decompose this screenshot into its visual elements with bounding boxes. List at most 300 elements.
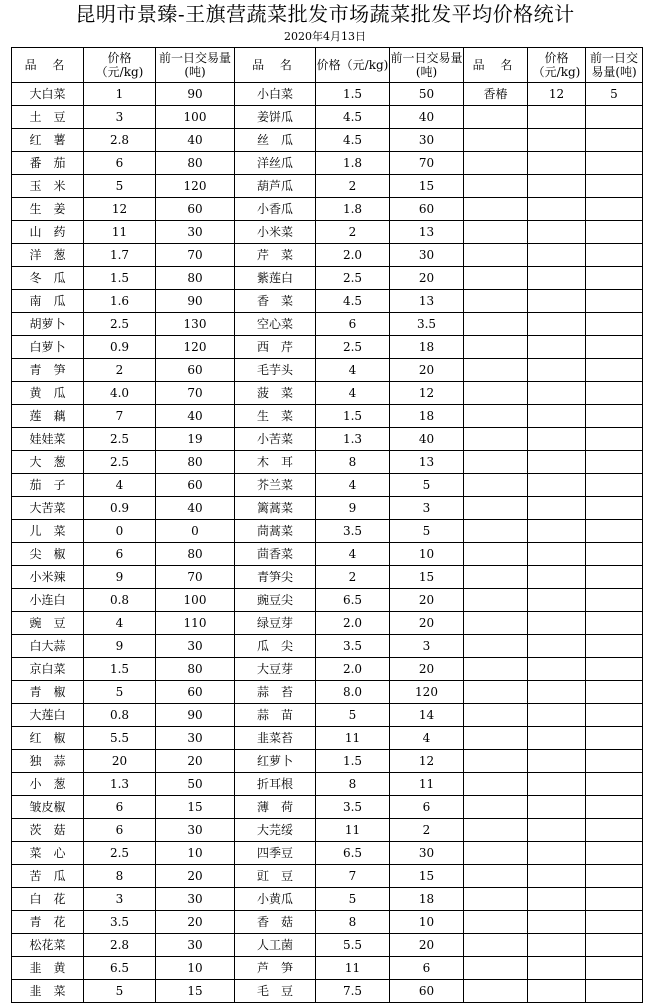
- table-row: [12, 313, 643, 336]
- cell-name: [464, 497, 528, 520]
- table-row: [12, 474, 643, 497]
- cell-price: 2: [316, 566, 390, 589]
- cell-name: 人工菌: [235, 934, 316, 957]
- cell-name: [464, 635, 528, 658]
- cell-volume: 11: [390, 773, 464, 796]
- cell-name: 茨 菇: [12, 819, 84, 842]
- cell-volume: [586, 635, 643, 658]
- cell-name: 皱皮椒: [12, 796, 84, 819]
- cell-volume: [586, 842, 643, 865]
- cell-volume: 6: [390, 957, 464, 980]
- cell-name: [464, 773, 528, 796]
- cell-price: [528, 221, 586, 244]
- cell-volume: 120: [390, 681, 464, 704]
- cell-volume: 40: [390, 428, 464, 451]
- cell-volume: 15: [156, 796, 235, 819]
- cell-name: [464, 313, 528, 336]
- cell-volume: 30: [156, 819, 235, 842]
- cell-price: [528, 796, 586, 819]
- table-row: [12, 405, 643, 428]
- cell-volume: 13: [390, 221, 464, 244]
- cell-name: 生 菜: [235, 405, 316, 428]
- cell-price: 1.6: [84, 290, 156, 313]
- cell-volume: 100: [156, 106, 235, 129]
- cell-name: 大 葱: [12, 451, 84, 474]
- table-row: [12, 520, 643, 543]
- cell-name: [464, 957, 528, 980]
- cell-name: [464, 267, 528, 290]
- cell-price: [528, 980, 586, 1003]
- table-row: [12, 106, 643, 129]
- cell-name: [464, 175, 528, 198]
- cell-price: [528, 888, 586, 911]
- cell-name: 茄 子: [12, 474, 84, 497]
- cell-volume: [586, 198, 643, 221]
- cell-price: [528, 497, 586, 520]
- cell-name: 小米辣: [12, 566, 84, 589]
- cell-volume: 3: [390, 497, 464, 520]
- cell-name: 娃娃菜: [12, 428, 84, 451]
- cell-volume: 20: [390, 359, 464, 382]
- cell-volume: 130: [156, 313, 235, 336]
- table-row: [12, 543, 643, 566]
- cell-volume: 20: [156, 865, 235, 888]
- cell-volume: 30: [156, 221, 235, 244]
- cell-name: 空心菜: [235, 313, 316, 336]
- table-row: [12, 175, 643, 198]
- cell-price: [528, 175, 586, 198]
- cell-price: 0.9: [84, 497, 156, 520]
- cell-volume: 13: [390, 451, 464, 474]
- cell-price: [528, 612, 586, 635]
- header-row: [12, 48, 643, 83]
- cell-volume: 40: [156, 129, 235, 152]
- cell-name: 瓜 尖: [235, 635, 316, 658]
- cell-volume: 90: [156, 704, 235, 727]
- cell-price: [528, 842, 586, 865]
- table-row: [12, 888, 643, 911]
- cell-price: 1: [84, 83, 156, 106]
- cell-name: 大豆芽: [235, 658, 316, 681]
- cell-name: [464, 152, 528, 175]
- cell-price: 4: [316, 474, 390, 497]
- cell-volume: 60: [156, 474, 235, 497]
- cell-name: 篱蒿菜: [235, 497, 316, 520]
- cell-volume: 5: [390, 520, 464, 543]
- cell-price: 9: [316, 497, 390, 520]
- table-row: [12, 152, 643, 175]
- cell-price: [528, 819, 586, 842]
- cell-volume: [586, 497, 643, 520]
- cell-volume: [586, 175, 643, 198]
- table-row: [12, 750, 643, 773]
- cell-volume: [586, 819, 643, 842]
- cell-price: 1.8: [316, 152, 390, 175]
- cell-name: [464, 221, 528, 244]
- cell-volume: 30: [390, 842, 464, 865]
- cell-name: 小米菜: [235, 221, 316, 244]
- cell-name: 大芫绥: [235, 819, 316, 842]
- cell-price: [528, 658, 586, 681]
- cell-volume: [586, 589, 643, 612]
- cell-price: 6.5: [84, 957, 156, 980]
- cell-price: [528, 681, 586, 704]
- cell-price: 4.5: [316, 106, 390, 129]
- header-volume: 前一日交易量(吨): [156, 48, 235, 83]
- cell-volume: 15: [156, 980, 235, 1003]
- table-row: [12, 819, 643, 842]
- cell-name: 韭 黄: [12, 957, 84, 980]
- cell-name: 大白菜: [12, 83, 84, 106]
- cell-name: [464, 129, 528, 152]
- cell-volume: [586, 244, 643, 267]
- cell-price: 12: [84, 198, 156, 221]
- cell-volume: 3: [390, 635, 464, 658]
- cell-price: [528, 773, 586, 796]
- cell-price: 4: [316, 382, 390, 405]
- cell-name: 白大蒜: [12, 635, 84, 658]
- cell-volume: 0: [156, 520, 235, 543]
- cell-name: 香 菇: [235, 911, 316, 934]
- cell-name: 莲 藕: [12, 405, 84, 428]
- cell-volume: 80: [156, 267, 235, 290]
- table-row: [12, 221, 643, 244]
- cell-price: 8: [84, 865, 156, 888]
- table-row: [12, 428, 643, 451]
- cell-price: [528, 290, 586, 313]
- cell-price: 6: [84, 819, 156, 842]
- cell-price: 1.5: [316, 750, 390, 773]
- header-price: 价格（元/kg): [528, 48, 586, 83]
- cell-name: 菜 心: [12, 842, 84, 865]
- table-row: [12, 911, 643, 934]
- table-row: [12, 566, 643, 589]
- cell-volume: 30: [390, 244, 464, 267]
- cell-name: 玉 米: [12, 175, 84, 198]
- cell-name: 南 瓜: [12, 290, 84, 313]
- cell-name: 菠 菜: [235, 382, 316, 405]
- cell-name: [464, 543, 528, 566]
- header-price: 价格（元/kg): [84, 48, 156, 83]
- cell-price: 11: [316, 727, 390, 750]
- cell-name: 生 姜: [12, 198, 84, 221]
- cell-name: 蒜 苗: [235, 704, 316, 727]
- cell-name: 大莲白: [12, 704, 84, 727]
- cell-price: 0.8: [84, 704, 156, 727]
- cell-name: 丝 瓜: [235, 129, 316, 152]
- cell-price: [528, 313, 586, 336]
- cell-price: [528, 106, 586, 129]
- cell-volume: 19: [156, 428, 235, 451]
- cell-price: 9: [84, 566, 156, 589]
- cell-price: 11: [316, 957, 390, 980]
- cell-volume: [586, 934, 643, 957]
- cell-volume: 15: [390, 566, 464, 589]
- cell-name: 豇 豆: [235, 865, 316, 888]
- cell-volume: [586, 359, 643, 382]
- cell-volume: [586, 865, 643, 888]
- cell-name: 京白菜: [12, 658, 84, 681]
- cell-price: 3: [84, 888, 156, 911]
- cell-price: 1.5: [84, 267, 156, 290]
- cell-volume: 120: [156, 175, 235, 198]
- price-table: [11, 47, 643, 1003]
- cell-name: 韭 菜: [12, 980, 84, 1003]
- cell-volume: 10: [156, 842, 235, 865]
- cell-name: [464, 520, 528, 543]
- cell-price: [528, 267, 586, 290]
- table-row: [12, 773, 643, 796]
- cell-volume: 30: [390, 129, 464, 152]
- cell-name: [464, 451, 528, 474]
- header-name: 品 名: [235, 48, 316, 83]
- cell-price: [528, 152, 586, 175]
- cell-price: [528, 474, 586, 497]
- cell-volume: 80: [156, 152, 235, 175]
- cell-name: 薄 荷: [235, 796, 316, 819]
- cell-price: [528, 704, 586, 727]
- cell-name: [464, 750, 528, 773]
- cell-price: 2.8: [84, 129, 156, 152]
- cell-name: 紫莲白: [235, 267, 316, 290]
- cell-price: [528, 589, 586, 612]
- cell-price: 8: [316, 911, 390, 934]
- cell-volume: 10: [390, 543, 464, 566]
- cell-name: 芦 笋: [235, 957, 316, 980]
- cell-price: 5: [84, 980, 156, 1003]
- cell-price: 0.9: [84, 336, 156, 359]
- cell-volume: 20: [390, 658, 464, 681]
- cell-name: 四季豆: [235, 842, 316, 865]
- cell-name: 芥兰菜: [235, 474, 316, 497]
- cell-volume: [586, 957, 643, 980]
- cell-volume: 18: [390, 888, 464, 911]
- cell-volume: [586, 750, 643, 773]
- table-row: [12, 612, 643, 635]
- cell-price: 1.3: [316, 428, 390, 451]
- cell-price: [528, 428, 586, 451]
- cell-price: 6: [84, 543, 156, 566]
- cell-price: 3.5: [316, 635, 390, 658]
- cell-volume: 70: [156, 244, 235, 267]
- table-row: [12, 451, 643, 474]
- cell-volume: [586, 290, 643, 313]
- cell-price: 4: [84, 474, 156, 497]
- cell-price: 2.0: [316, 244, 390, 267]
- table-row: [12, 658, 643, 681]
- cell-price: 1.5: [84, 658, 156, 681]
- cell-volume: 80: [156, 543, 235, 566]
- cell-name: 松花菜: [12, 934, 84, 957]
- cell-price: 0: [84, 520, 156, 543]
- cell-price: 7: [316, 865, 390, 888]
- cell-name: 姜饼瓜: [235, 106, 316, 129]
- cell-volume: 100: [156, 589, 235, 612]
- cell-price: [528, 727, 586, 750]
- cell-name: [464, 658, 528, 681]
- cell-volume: [586, 543, 643, 566]
- cell-volume: 5: [390, 474, 464, 497]
- cell-volume: 5: [586, 83, 643, 106]
- cell-price: 6.5: [316, 842, 390, 865]
- cell-volume: 30: [156, 635, 235, 658]
- cell-volume: 18: [390, 405, 464, 428]
- cell-price: 7: [84, 405, 156, 428]
- cell-price: 2.8: [84, 934, 156, 957]
- table-row: [12, 635, 643, 658]
- cell-volume: 60: [390, 980, 464, 1003]
- cell-price: [528, 911, 586, 934]
- report-date: 2020年4月13日: [284, 30, 366, 43]
- cell-volume: 110: [156, 612, 235, 635]
- cell-price: 4.0: [84, 382, 156, 405]
- cell-volume: [586, 152, 643, 175]
- cell-volume: 10: [390, 911, 464, 934]
- table-row: [12, 796, 643, 819]
- cell-price: 1.8: [316, 198, 390, 221]
- cell-name: [464, 198, 528, 221]
- cell-volume: [586, 658, 643, 681]
- table-row: [12, 704, 643, 727]
- table-row: [12, 497, 643, 520]
- cell-name: 小白菜: [235, 83, 316, 106]
- cell-name: [464, 865, 528, 888]
- cell-volume: 4: [390, 727, 464, 750]
- cell-name: 土 豆: [12, 106, 84, 129]
- table-row: [12, 727, 643, 750]
- cell-volume: 20: [390, 589, 464, 612]
- cell-name: [464, 405, 528, 428]
- cell-price: [528, 451, 586, 474]
- cell-name: [464, 428, 528, 451]
- cell-price: 1.5: [316, 405, 390, 428]
- cell-name: 小香瓜: [235, 198, 316, 221]
- cell-volume: 20: [390, 267, 464, 290]
- cell-name: [464, 704, 528, 727]
- cell-volume: 120: [156, 336, 235, 359]
- table-row: [12, 244, 643, 267]
- table-row: [12, 382, 643, 405]
- cell-volume: 12: [390, 750, 464, 773]
- cell-name: 冬 瓜: [12, 267, 84, 290]
- cell-volume: 60: [390, 198, 464, 221]
- cell-price: 2.5: [84, 842, 156, 865]
- cell-volume: 70: [156, 566, 235, 589]
- cell-price: 6: [316, 313, 390, 336]
- cell-volume: 6: [390, 796, 464, 819]
- cell-price: [528, 405, 586, 428]
- cell-name: 葫芦瓜: [235, 175, 316, 198]
- cell-name: [464, 842, 528, 865]
- cell-price: 11: [316, 819, 390, 842]
- cell-price: [528, 359, 586, 382]
- cell-price: 12: [528, 83, 586, 106]
- cell-volume: 20: [390, 934, 464, 957]
- cell-volume: [586, 428, 643, 451]
- cell-volume: 80: [156, 658, 235, 681]
- cell-name: 黄 瓜: [12, 382, 84, 405]
- cell-price: 7.5: [316, 980, 390, 1003]
- table-row: [12, 589, 643, 612]
- cell-price: [528, 865, 586, 888]
- cell-name: [464, 566, 528, 589]
- table-row: [12, 865, 643, 888]
- cell-volume: [586, 888, 643, 911]
- cell-name: 青 椒: [12, 681, 84, 704]
- cell-price: 3.5: [316, 796, 390, 819]
- cell-volume: 13: [390, 290, 464, 313]
- cell-volume: 70: [156, 382, 235, 405]
- cell-price: 5.5: [84, 727, 156, 750]
- cell-name: [464, 244, 528, 267]
- cell-volume: 30: [156, 934, 235, 957]
- cell-price: 8: [316, 451, 390, 474]
- cell-price: [528, 129, 586, 152]
- cell-name: 毛 豆: [235, 980, 316, 1003]
- price-table-body: [12, 48, 643, 1003]
- cell-name: [464, 612, 528, 635]
- cell-name: 折耳根: [235, 773, 316, 796]
- cell-name: 青 笋: [12, 359, 84, 382]
- cell-volume: [586, 474, 643, 497]
- cell-price: 20: [84, 750, 156, 773]
- cell-volume: [586, 129, 643, 152]
- cell-price: 5: [84, 681, 156, 704]
- cell-volume: 90: [156, 83, 235, 106]
- cell-name: [464, 911, 528, 934]
- cell-volume: [586, 520, 643, 543]
- cell-name: 小连白: [12, 589, 84, 612]
- cell-price: 6.5: [316, 589, 390, 612]
- cell-volume: [586, 704, 643, 727]
- cell-volume: [586, 405, 643, 428]
- cell-name: 木 耳: [235, 451, 316, 474]
- cell-name: 番 茄: [12, 152, 84, 175]
- cell-volume: [586, 336, 643, 359]
- cell-price: 2.0: [316, 612, 390, 635]
- cell-name: 大苦菜: [12, 497, 84, 520]
- cell-volume: 90: [156, 290, 235, 313]
- cell-price: 5: [84, 175, 156, 198]
- cell-price: 4: [316, 359, 390, 382]
- cell-name: 苦 瓜: [12, 865, 84, 888]
- cell-volume: 70: [390, 152, 464, 175]
- cell-name: 小苦菜: [235, 428, 316, 451]
- cell-name: 独 蒜: [12, 750, 84, 773]
- cell-price: 11: [84, 221, 156, 244]
- cell-volume: 60: [156, 681, 235, 704]
- cell-volume: [586, 727, 643, 750]
- cell-name: [464, 796, 528, 819]
- header-name: 品 名: [464, 48, 528, 83]
- cell-price: 3.5: [84, 911, 156, 934]
- cell-volume: [586, 681, 643, 704]
- cell-name: [464, 106, 528, 129]
- cell-name: 豌 豆: [12, 612, 84, 635]
- cell-price: [528, 750, 586, 773]
- cell-name: 白萝卜: [12, 336, 84, 359]
- table-row: [12, 198, 643, 221]
- cell-price: 8: [316, 773, 390, 796]
- cell-name: 毛芋头: [235, 359, 316, 382]
- cell-volume: 80: [156, 451, 235, 474]
- cell-price: [528, 543, 586, 566]
- cell-name: 绿豆芽: [235, 612, 316, 635]
- table-row: [12, 980, 643, 1003]
- table-row: [12, 934, 643, 957]
- cell-name: 红 椒: [12, 727, 84, 750]
- cell-name: 豌豆尖: [235, 589, 316, 612]
